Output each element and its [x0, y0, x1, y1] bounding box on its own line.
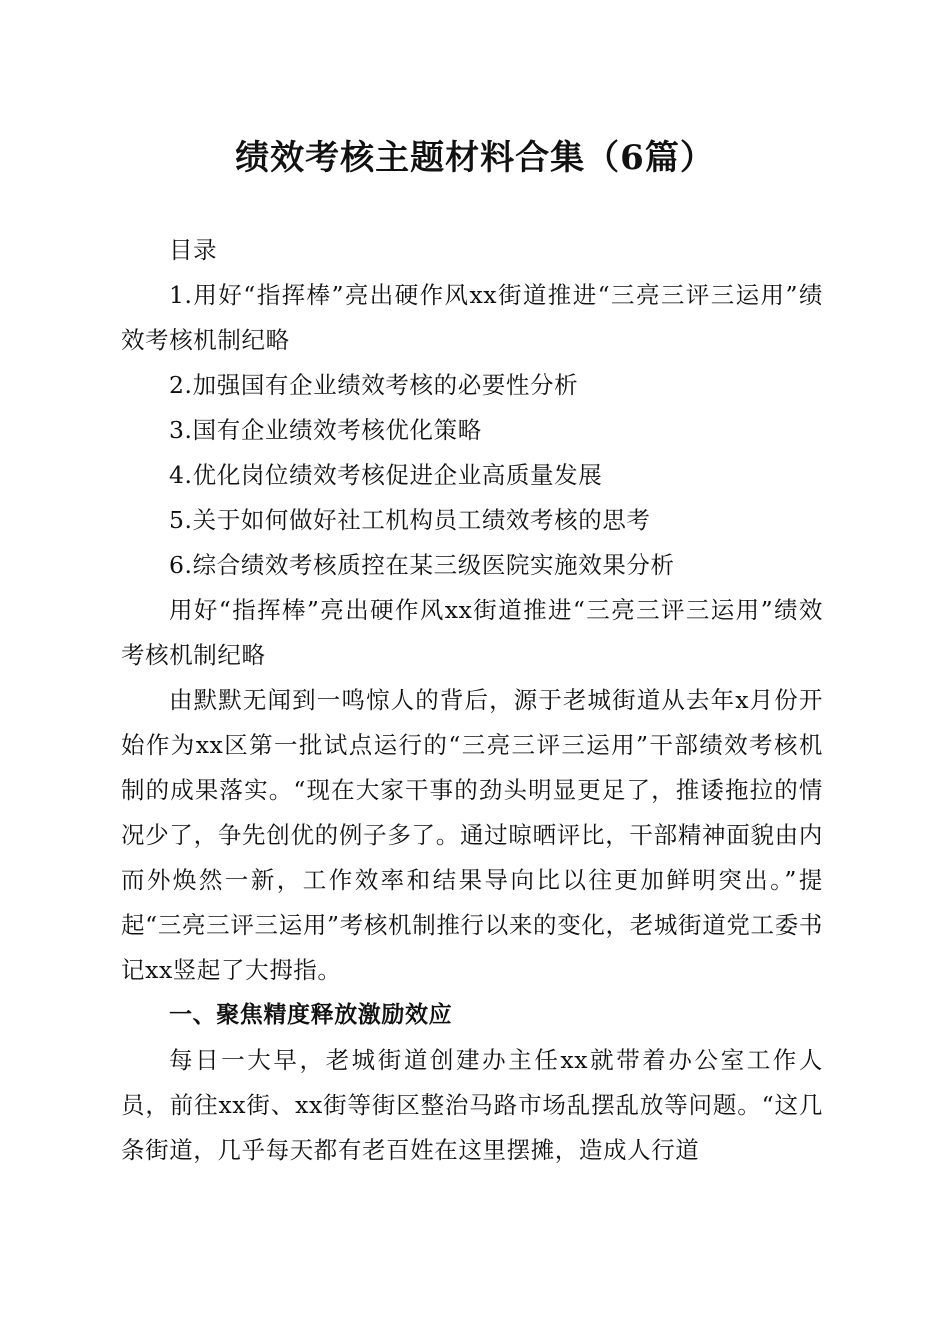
toc-item-4: 4.优化岗位绩效考核促进企业高质量发展	[169, 461, 603, 489]
toc-item-6: 6.综合绩效考核质控在某三级医院实施效果分析	[169, 551, 675, 579]
toc-item-1: 1.用好“指挥棒”亮出硬作风xx街道推进“三亮三评三运用”绩效考核机制纪略	[121, 281, 823, 354]
body-paragraph: 由默默无闻到一鸣惊人的背后，源于老城街道从去年x月份开始作为xx区第一批试点运行的“三亮三评三运用”干部绩效考核机制的成果落实。“现在大家干事的劲头明显更足了，推诿拖拉的情况少了，争先创优的例子多了。通过晾晒评比，干部精神面貌由内而外焕然一新，工作效率和结果导向比以往更加鲜明突出。”提起“三亮三评三运用”考核机制推行以来的变化，老城街道党工委书记xx竖起了大拇指。	[121, 686, 823, 984]
toc-item-2: 2.加强国有企业绩效考核的必要性分析	[169, 371, 579, 399]
toc-item-3: 3.国有企业绩效考核优化策略	[169, 416, 482, 444]
document-title: 绩效考核主题材料合集（6篇）	[235, 138, 715, 178]
toc-label: 目录	[169, 236, 218, 264]
toc-item-5: 5.关于如何做好社工机构员工绩效考核的思考	[169, 506, 651, 534]
article-title: 用好“指挥棒”亮出硬作风xx街道推进“三亮三评三运用”绩效考核机制纪略	[121, 596, 823, 669]
document-body	[121, 228, 823, 1173]
section-heading: 一、聚焦精度释放激励效应	[169, 1002, 453, 1028]
body-paragraph: 每日一大早，老城街道创建办主任xx就带着办公室工作人员，前往xx街、xx街等街区整治马路市场乱摆乱放等问题。“这几条街道，几乎每天都有老百姓在这里摆摊，造成人行道	[121, 1046, 823, 1164]
